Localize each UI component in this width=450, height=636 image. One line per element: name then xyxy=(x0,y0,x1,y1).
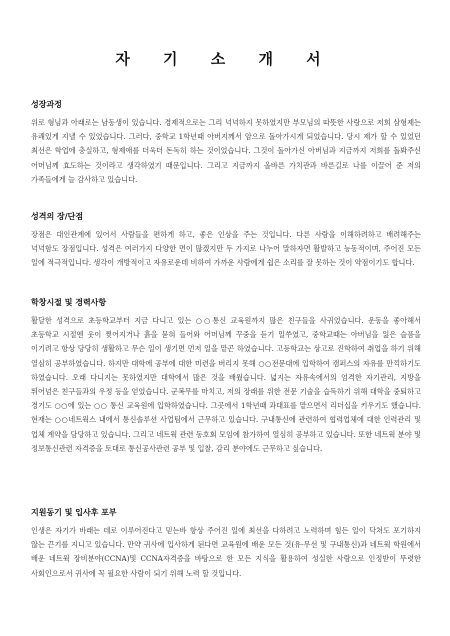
section-heading: 성장과정 xyxy=(31,100,62,109)
section-body: 장점은 대인관계에 있어서 사람들을 편하게 하고, 좋은 인상을 주는 것입니다. 다른 사람을 이해하려하고 배려해주는 넉넉함도 장점입니다. 성격은 여러가지 다양한 면이 많겠지만 두 가지로 나누어 말하자면 활발하고 능동적이며, 주어진 모든 일에 적극적입니다. 생각이 개방적이고 자유로운데 비하여 가까운 사람에게 쉽은 소리를 잘 못하는 것이 약점이기도 합니다. xyxy=(31,230,421,268)
section-growth xyxy=(31,100,421,187)
section-school-career xyxy=(31,298,421,456)
section-body: 위로 형님과 아래로는 남동생이 있습니다. 경제적으로는 그리 넉넉하지 못하였지만 부모님의 따뜻한 사랑으로 저희 삼형제는 유쾌있게 지낼 수 있었습니다. 그러다, 중학교 1학년때 아버지께서 암으로 돌아가시게 되었습니다. 당시 제가 할 수 있었던 최선은 학업에 충실하고, 형제애를 더욱더 돈독히 하는 것이었습니다. 그것이 돌아가신 아버님과 지금까지 저희를 돌봐주신 어머님께 효도하는 것이라고 생각하였기 때문입니다. 그리고 지금까지 올바른 가치관과 바른길로 나를 이끌어 준 저의 가족들에게 늘 감사하고 있습니다. xyxy=(31,118,421,184)
section-personality xyxy=(31,212,421,271)
section-heading: 지원동기 및 입사후 포부 xyxy=(31,508,117,517)
document-title: 자 기 소 개 서 xyxy=(115,50,335,68)
section-motivation xyxy=(31,508,421,581)
section-body: 인생은 자기가 바래는 데로 이루어진다고 믿는바 항상 주어진 일에 최선을 다하려고 노력하며 힘든 일이 닥쳐도 포기하지 않는 끈기를 지니고 있습니다. 만약 귀사에 입사하게 된다면 교육원에 배운 모든 것(유-무선 및 구내통신)과 네트웍 학원에서 배운 네트웍 장비분야(CCNA)및 CCNA자격증을 바탕으로 한 모든 지식을 활용하여 성실한 사람으로 인정받이 뚜렷한 사회인으로서 귀사에 꼭 필요한 사람이 되기 위해 노력 할 것입니다. xyxy=(31,526,421,578)
section-heading: 성격의 장/단점 xyxy=(31,212,84,221)
section-body: 활달한 성격으로 초등학교부터 지금 다니고 있는 ○○통신 교육원까지 많은 친구들을 사귀었습니다. 운동을 좋아해서 초등학교 시절엔 웃이 찢어지거나 흙을 묻혀 들어와 어머님께 꾸중을 듣기 일쑤였고, 중학교때는 아버님을 잃은 슬픔을 이기려고 항상 당당히 생활하고 무슨 일이 생기면 먼저 일을 맡곤 하였습니다. 고등학교는 상고로 진학하여 취업을 하기 위해 열심히 공부하였습니다. 하지만 대학에 공부에 대한 미련을 버리지 못해 ○○전문대에 입학하여 캠퍼스의 자유를 만끽하기도 하였습니다. 오래 다니지는 못하였지만 대학에서 많은 것을 배웠습니다. 넓지는 자유속에서의 엄격한 자기관리, 지방을 뛰어넘은 친구들과의 우정 등을 얻었습니다. 군복무를 마치고, 저의 장래를 위한 전문 기술을 습득하기 위해 대학을 중퇴하고 경기도 ○○에 있는 ○○ 통신 교육원에 입학하였습니다. 그곳에서 1학년때 과대표를 맡으면서 리더십을 키우기도 했습니다. 현재는 ○○네트웍스 내에서 통신솔루션 사업팀에서 근무하고 있습니다. 구내통신에 관련하여 협력업체에 대한 인력관리 및 업체 계약을 담당하고 있습니다. 그리고 네트웍 관련 동호회 모임에 참가하여 열심히 공부하고 있습니다. 또한 네트웍 분야 및 정보통신관련 자격증을 토대로 통신공사관련 공부 및 입찰, 감리 분야에도 근무하고 싶습니다. xyxy=(31,316,421,453)
section-heading: 학창시절 및 경력사항 xyxy=(31,298,107,307)
